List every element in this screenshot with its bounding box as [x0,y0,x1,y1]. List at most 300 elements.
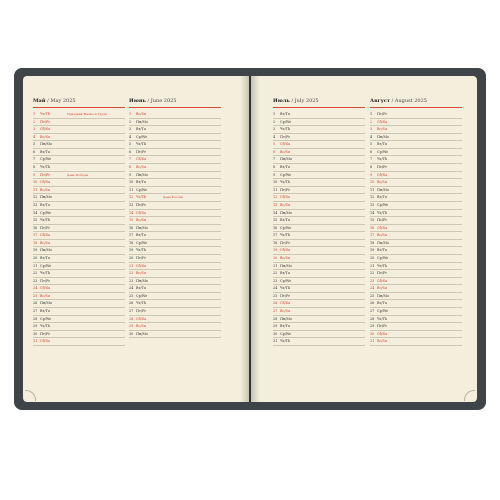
day-list [273,111,365,346]
day-row [33,149,125,157]
day-number: 15 [129,218,134,223]
weekday-label: Ср/We [136,240,148,245]
day-number: 28 [129,316,134,321]
day-row [273,172,365,180]
weekday-label: Вс/Su [40,134,51,139]
day-number: 23 [273,278,278,283]
day-row [370,255,462,263]
weekday-label: Ср/We [377,309,389,314]
day-row [273,240,365,248]
day-row [33,293,125,301]
day-row [33,172,125,180]
day-number: 12 [370,195,375,200]
day-row [33,225,125,233]
weekday-label: Ср/We [377,255,389,260]
weekday-label: Чт/Th [136,248,147,253]
weekday-label: Пн/Mo [280,157,292,162]
weekday-label: Сб/Sa [280,301,291,306]
day-number: 14 [273,210,278,215]
weekday-label: Чт/Th [40,218,51,223]
day-number: 5 [33,142,36,147]
day-row [370,202,462,210]
day-number: 31 [33,339,38,344]
month-header [129,97,221,105]
day-row [33,263,125,271]
day-number: 13 [273,202,278,207]
weekday-label: Пт/Fr [280,187,290,192]
day-row [273,225,365,233]
day-number: 5 [129,142,132,147]
day-row [129,210,221,218]
weekday-label: Сб/Sa [40,339,51,344]
day-row [129,134,221,142]
day-list [370,111,462,346]
weekday-label: Вс/Su [40,187,51,192]
weekday-label: Вс/Su [377,127,388,132]
day-number: 18 [273,240,278,245]
month-column-may [33,97,125,346]
day-number: 21 [273,263,278,268]
day-number: 16 [273,225,278,230]
weekday-label: Вс/Su [136,218,147,223]
weekday-label: Сб/Sa [40,127,51,132]
weekday-label: Чт/Th [377,263,388,268]
day-number: 22 [129,271,134,276]
day-number: 10 [129,180,134,185]
weekday-label: Вт/Tu [280,218,290,223]
day-row [370,331,462,339]
weekday-label: Чт/Th [280,127,291,132]
day-row [370,232,462,240]
weekday-label: Ср/We [377,202,389,207]
day-row [273,255,365,263]
weekday-label: Чт/Th [40,165,51,170]
month-year: / August 2025 [389,98,427,104]
day-number: 15 [370,218,375,223]
weekday-label: Пт/Fr [136,202,146,207]
day-row [33,240,125,248]
weekday-label: Ср/We [280,278,292,283]
day-number: 19 [129,248,134,253]
day-row [273,300,365,308]
weekday-label: Пт/Fr [377,112,387,116]
day-row [273,194,365,202]
day-number: 8 [370,165,373,170]
weekday-label: Пт/Fr [377,165,387,170]
day-row [129,247,221,255]
weekday-label: Вт/Tu [40,202,50,207]
day-number: 23 [33,278,38,283]
day-number: 25 [129,293,134,298]
weekday-label: Пн/Mo [136,225,148,230]
weekday-label: Сб/Sa [377,331,388,336]
day-number: 26 [370,301,375,306]
day-number: 18 [33,240,38,245]
day-number: 15 [273,218,278,223]
weekday-label: Вт/Tu [377,248,387,253]
weekday-label: Чт/Th [377,210,388,215]
day-row [129,217,221,225]
day-number: 22 [370,271,375,276]
weekday-label: Вс/Su [377,339,388,344]
day-row [129,316,221,324]
weekday-label: Вс/Su [280,309,291,314]
day-number: 24 [33,286,38,291]
day-number: 4 [370,134,373,139]
weekday-label: Вс/Su [136,324,147,329]
day-number: 3 [129,127,132,132]
weekday-label: Вт/Tu [40,309,50,314]
weekday-label: Ср/We [280,331,292,336]
day-row [273,293,365,301]
day-number: 19 [273,248,278,253]
day-number: 3 [370,127,373,132]
day-number: 20 [33,255,38,260]
weekday-label: Вт/Tu [280,271,290,276]
weekday-label: Вт/Tu [136,180,146,185]
day-number: 7 [129,157,132,162]
day-row [33,278,125,286]
day-number: 19 [33,248,38,253]
month-name: Июль [273,98,290,104]
day-row [370,263,462,271]
weekday-label: Сб/Sa [377,278,388,283]
weekday-label: Чт/Th [377,316,388,321]
month-header [273,97,365,105]
weekday-label: Чт/Th [40,271,51,276]
day-row [370,126,462,134]
day-row [370,285,462,293]
day-number: 29 [129,324,134,329]
weekday-label: Вт/Tu [40,149,50,154]
day-number: 21 [33,263,38,268]
weekday-label: Сб/Sa [40,180,51,185]
day-number: 13 [129,202,134,207]
day-number: 12 [33,195,38,200]
day-number: 26 [129,301,134,306]
day-number: 15 [33,218,38,223]
weekday-label: Вт/Tu [377,195,387,200]
day-number: 16 [33,225,38,230]
day-number: 6 [129,149,132,154]
weekday-label: Сб/Sa [280,142,291,147]
day-row [273,202,365,210]
day-row [33,164,125,172]
month-header [370,97,462,105]
weekday-label: Пн/Mo [40,142,52,147]
day-number: 25 [33,293,38,298]
day-row [370,141,462,149]
day-number: 2 [129,119,132,124]
day-row [129,270,221,278]
day-number: 16 [370,225,375,230]
day-number: 28 [370,316,375,321]
day-row [273,232,365,240]
weekday-label: Сб/Sa [136,263,147,268]
day-row [370,293,462,301]
day-row [273,331,365,339]
weekday-label: Пт/Fr [280,293,290,298]
day-number: 28 [273,316,278,321]
weekday-label: Вс/Su [136,112,147,116]
day-number: 20 [370,255,375,260]
day-number: 10 [370,180,375,185]
day-row [129,141,221,149]
weekday-label: Сб/Sa [280,248,291,253]
day-row [370,225,462,233]
weekday-label: Пт/Fr [136,255,146,260]
day-number: 14 [33,210,38,215]
holiday-note: День Победы [67,172,89,177]
weekday-label: Вт/Tu [136,127,146,132]
day-row [129,149,221,157]
day-number: 21 [370,263,375,268]
day-number: 4 [33,134,36,139]
day-number: 9 [33,172,36,177]
day-row [273,111,365,119]
day-row [33,331,125,339]
day-row [33,323,125,331]
day-row [273,285,365,293]
day-number: 22 [33,271,38,276]
weekday-label: Вс/Su [136,271,147,276]
day-row [129,293,221,301]
weekday-label: Чт/Th [40,112,51,116]
day-number: 29 [273,324,278,329]
day-number: 2 [370,119,373,124]
weekday-label: Ср/We [280,119,292,124]
day-number: 4 [129,134,132,139]
day-row [370,323,462,331]
weekday-label: Пт/Fr [40,225,50,230]
day-row [273,126,365,134]
day-row [370,240,462,248]
day-number: 23 [129,278,134,283]
weekday-label: Ср/We [40,210,52,215]
day-row [370,338,462,346]
day-row [129,126,221,134]
day-row [33,247,125,255]
weekday-label: Ср/We [377,149,389,154]
weekday-label: Вс/Su [40,240,51,245]
day-number: 18 [129,240,134,245]
day-number: 12 [273,195,278,200]
day-row [370,194,462,202]
weekday-label: Вт/Tu [377,142,387,147]
weekday-label: Вт/Tu [136,233,146,238]
day-number: 18 [370,240,375,245]
day-number: 2 [33,119,36,124]
weekday-label: Пн/Mo [40,248,52,253]
day-number: 24 [273,286,278,291]
day-number: 6 [33,149,36,154]
day-row [129,240,221,248]
day-number: 17 [370,233,375,238]
day-number: 7 [370,157,373,162]
day-row [273,141,365,149]
day-number: 23 [370,278,375,283]
day-row [33,316,125,324]
day-row [33,187,125,195]
day-row [33,300,125,308]
day-row [129,323,221,331]
weekday-label: Вс/Su [280,149,291,154]
day-number: 27 [273,309,278,314]
weekday-label: Ср/We [40,157,52,162]
day-number: 5 [273,142,276,147]
day-number: 9 [370,172,373,177]
weekday-label: Пн/Mo [377,187,389,192]
day-row [33,338,125,346]
day-row [33,255,125,263]
day-row [370,164,462,172]
weekday-label: Пн/Mo [40,301,52,306]
weekday-label: Пн/Mo [377,134,389,139]
day-number: 9 [129,172,132,177]
weekday-label: Ср/We [280,225,292,230]
day-row [370,210,462,218]
day-number: 30 [370,331,375,336]
day-number: 10 [273,180,278,185]
weekday-label: Вт/Tu [280,324,290,329]
day-row [273,119,365,127]
day-row [33,119,125,127]
weekday-label: Пн/Mo [280,316,292,321]
day-number: 17 [129,233,134,238]
day-number: 11 [33,187,38,192]
weekday-label: Ср/We [40,316,52,321]
day-number: 4 [273,134,276,139]
holiday-note: Праздник Весны и Труда [67,112,107,116]
day-number: 1 [273,112,276,116]
weekday-label: Сб/Sa [136,157,147,162]
weekday-label: Ср/We [136,187,148,192]
day-row [129,285,221,293]
day-row [129,172,221,180]
day-number: 8 [129,165,132,170]
month-name: Август [370,98,390,104]
weekday-label: Вс/Su [136,165,147,170]
month-column-august [370,97,462,346]
weekday-label: Сб/Sa [40,233,51,238]
weekday-label: Ср/We [136,293,148,298]
day-number: 22 [273,271,278,276]
day-row [273,210,365,218]
weekday-label: Пн/Mo [136,172,148,177]
day-number: 14 [129,210,134,215]
weekday-label: Вт/Tu [136,286,146,291]
header-rule [33,107,125,108]
weekday-label: Чт/Th [280,233,291,238]
day-number: 29 [370,324,375,329]
day-number: 27 [129,309,134,314]
weekday-label: Пн/Mo [280,210,292,215]
day-row [370,217,462,225]
weekday-label: Пт/Fr [40,278,50,283]
weekday-label: Пт/Fr [377,271,387,276]
day-number: 28 [33,316,38,321]
weekday-label: Пт/Fr [40,331,50,336]
day-number: 26 [33,301,38,306]
weekday-label: Пт/Fr [280,240,290,245]
day-row [33,210,125,218]
day-row [33,202,125,210]
day-number: 27 [370,309,375,314]
day-list [33,111,125,346]
day-row [129,187,221,195]
month-year: / June 2025 [145,98,177,104]
weekday-label: Вт/Tu [280,112,290,116]
weekday-label: Чт/Th [280,339,291,344]
day-row [370,134,462,142]
weekday-label: Вт/Tu [280,165,290,170]
day-row [273,149,365,157]
day-number: 20 [129,255,134,260]
weekday-label: Чт/Th [136,195,147,200]
day-number: 30 [273,331,278,336]
day-row [370,300,462,308]
header-rule [129,107,221,108]
weekday-label: Чт/Th [136,301,147,306]
day-number: 17 [273,233,278,238]
weekday-label: Пн/Mo [136,331,148,336]
day-row [129,300,221,308]
day-number: 25 [370,293,375,298]
weekday-label: Сб/Sa [280,195,291,200]
header-rule [273,107,365,108]
day-number: 31 [370,339,375,344]
day-row [273,338,365,346]
day-number: 13 [370,202,375,207]
day-row [370,172,462,180]
day-list [129,111,221,338]
day-number: 11 [370,187,375,192]
weekday-label: Пн/Mo [280,263,292,268]
day-row [273,134,365,142]
day-row [33,194,125,202]
day-row [273,187,365,195]
day-row [33,134,125,142]
day-number: 25 [273,293,278,298]
day-row [370,247,462,255]
day-number: 6 [370,149,373,154]
weekday-label: Вт/Tu [40,255,50,260]
month-year: / July 2025 [289,98,319,104]
day-number: 10 [33,180,38,185]
day-row [273,270,365,278]
day-row [370,119,462,127]
weekday-label: Пн/Mo [377,293,389,298]
day-number: 11 [129,187,134,192]
holiday-note: День России [163,195,183,200]
day-number: 8 [273,165,276,170]
day-number: 26 [273,301,278,306]
day-row [33,308,125,316]
weekday-label: Пн/Mo [377,240,389,245]
weekday-label: Пт/Fr [136,309,146,314]
day-row [129,179,221,187]
weekday-label: Сб/Sa [40,286,51,291]
weekday-label: Ср/We [280,172,292,177]
day-number: 13 [33,202,38,207]
day-row [33,270,125,278]
weekday-label: Сб/Sa [377,225,388,230]
day-row [370,156,462,164]
day-row [273,179,365,187]
weekday-label: Пт/Fr [40,119,50,124]
day-number: 5 [370,142,373,147]
day-row [129,263,221,271]
